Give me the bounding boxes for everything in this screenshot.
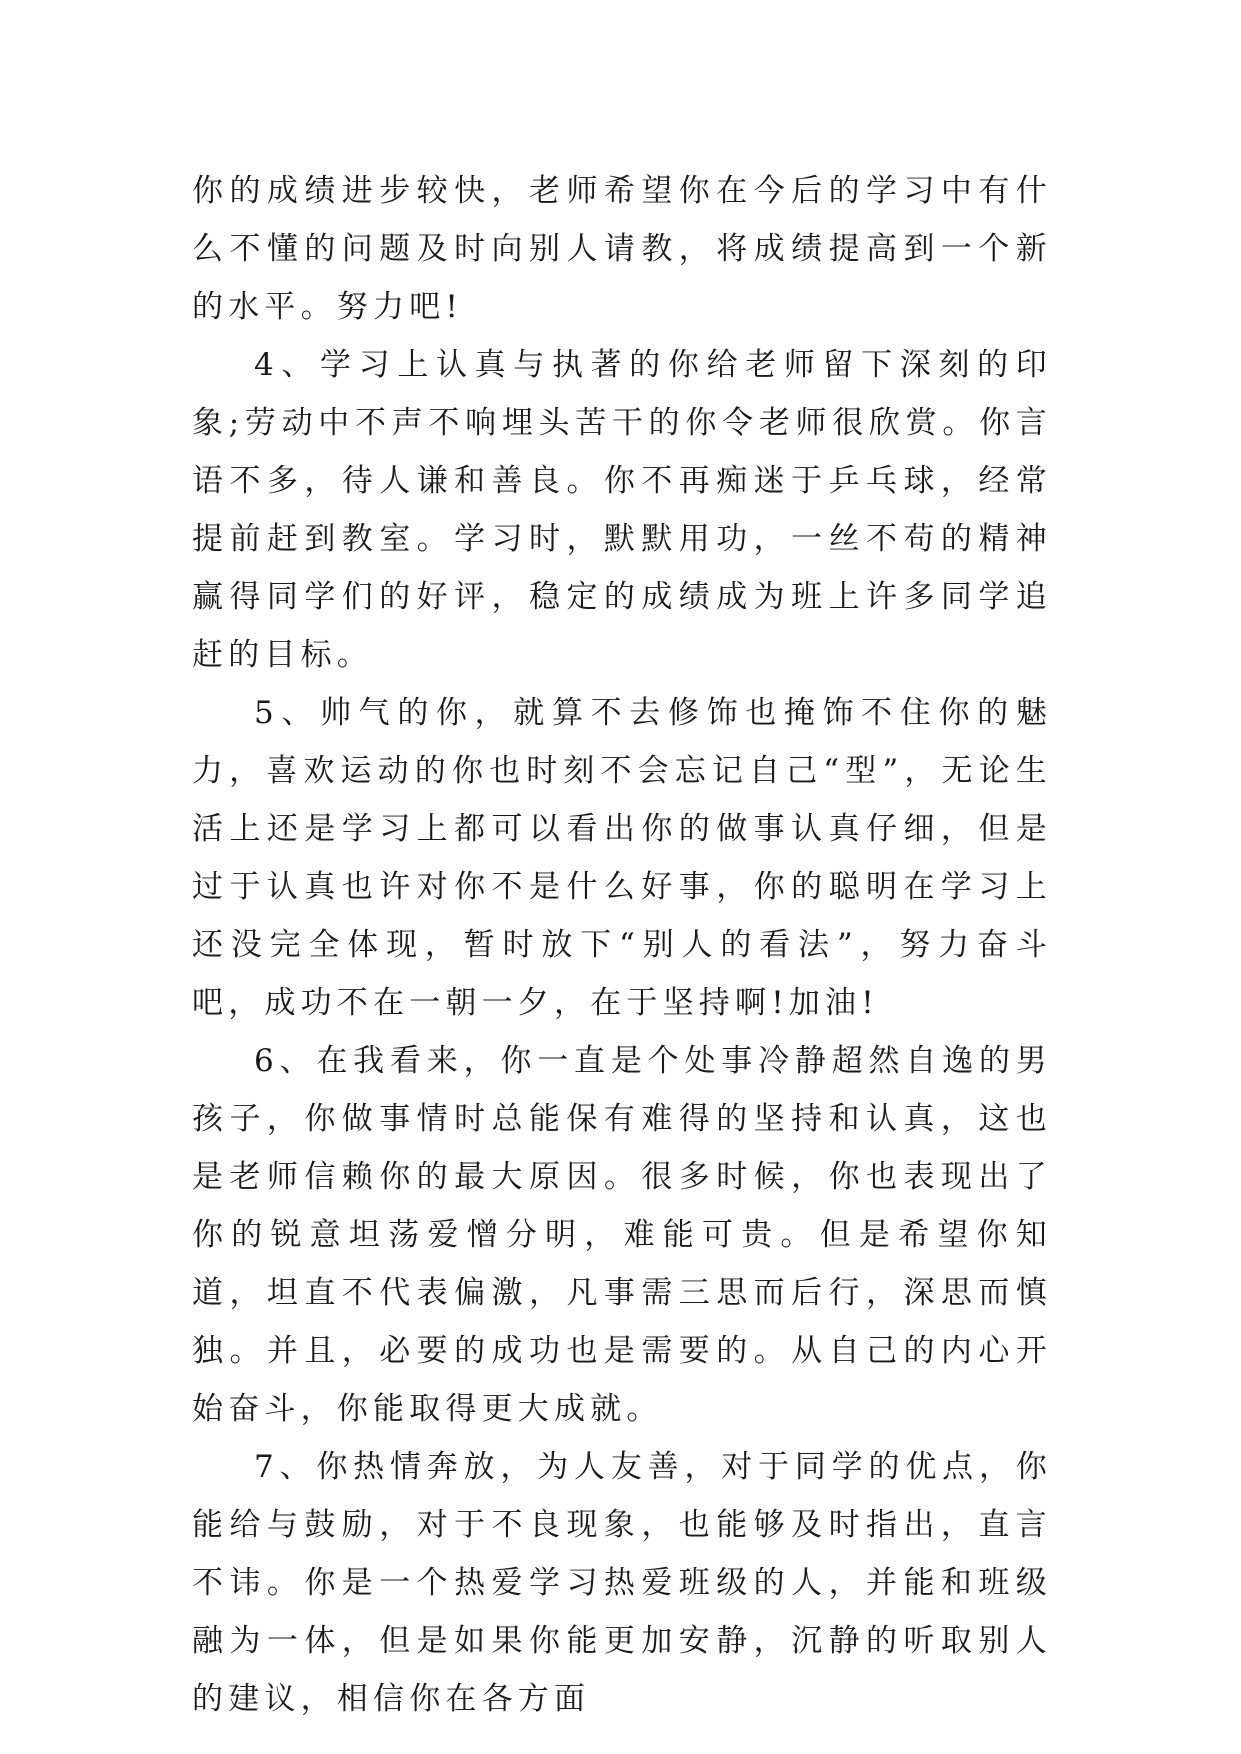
paragraph-comment-5: 5、帅气的你，就算不去修饰也掩饰不住你的魅力，喜欢运动的你也时刻不会忘记自己“型”，无论生活上还是学习上都可以看出你的做事认真仔细，但是过于认真也许对你不是什么好事，你的聪明在学习上还没完全体现，暂时放下“别人的看法”，努力奋斗吧，成功不在一朝一夕，在于坚持啊!加油! [192,695,1052,1021]
document-body [192,162,1052,1728]
paragraph-continuation: 你的成绩进步较快，老师希望你在今后的学习中有什么不懂的问题及时向别人请教，将成绩提高到一个新的水平。努力吧! [192,173,1052,325]
paragraph-comment-7: 7、你热情奔放，为人友善，对于同学的优点，你能给与鼓励，对于不良现象，也能够及时指出，直言不讳。你是一个热爱学习热爱班级的人，并能和班级融为一体，但是如果你能更加安静，沉静的听取别人的建议，相信你在各方面 [192,1449,1052,1717]
paragraph-comment-6: 6、在我看来，你一直是个处事冷静超然自逸的男孩子，你做事情时总能保有难得的坚持和认真，这也是老师信赖你的最大原因。很多时候，你也表现出了你的锐意坦荡爱憎分明，难能可贵。但是希望你知道，坦直不代表偏激，凡事需三思而后行，深思而慎独。并且，必要的成功也是需要的。从自己的内心开始奋斗，你能取得更大成就。 [192,1043,1052,1427]
paragraph-comment-4: 4、学习上认真与执著的你给老师留下深刻的印象;劳动中不声不响埋头苦干的你令老师很欣赏。你言语不多，待人谦和善良。你不再痴迷于乒乓球，经常提前赶到教室。学习时，默默用功，一丝不苟的精神赢得同学们的好评，稳定的成绩成为班上许多同学追赶的目标。 [192,347,1052,673]
